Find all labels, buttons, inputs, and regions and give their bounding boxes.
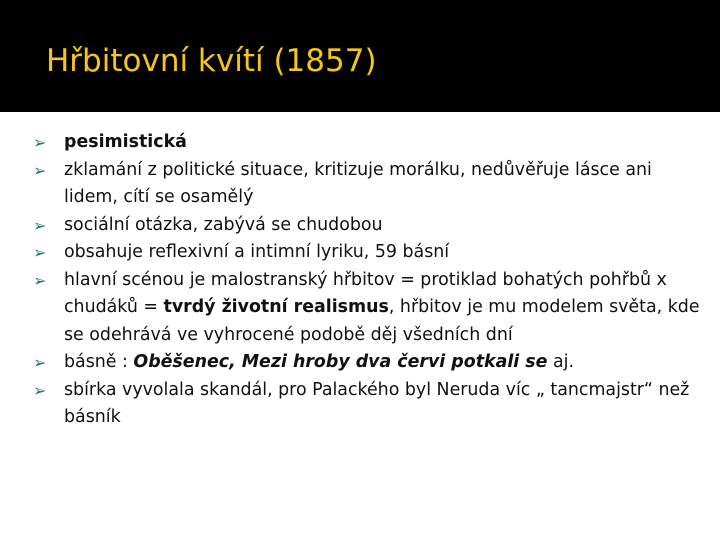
arrowhead-right-icon: ➢ [33,353,47,372]
bullet-item-3 [0,212,700,240]
bullet-item-7 [0,377,700,432]
arrowhead-right-icon: ➢ [33,160,47,180]
slide-title: Hřbitovní kvítí (1857) [46,43,377,79]
bullet-item-1 [0,129,700,157]
bullet-text: básně : [64,352,134,372]
bullet-text-bold: tvrdý životní realismus [163,297,389,317]
bullet-text: , hřbitov je mu modelem světa, kde se odehrává ve vyhrocené podobě děj všedních dní [64,297,700,345]
bullet-text: zklamání z politické situace, kritizuje morálku, nedůvěřuje lásce ani lidem, cítí se osamělý [64,159,652,207]
bullet-text: aj. [547,352,574,372]
arrowhead-right-icon: ➢ [33,243,47,262]
bullet-text: sociální otázka, zabývá se chudobou [64,214,383,235]
poem-titles: Oběšenec, Mezi hroby dva červi potkali se [133,352,548,372]
bullet-item-2 [0,157,700,212]
bullet-text: obsahuje reflexivní a intimní lyriku, 59 básní [64,242,450,262]
bullet-item-6 [0,349,700,377]
bullet-text: sbírka vyvolala skandál, pro Palackého byl Neruda víc „ tancmajstr“ než básník [64,379,690,427]
bullet-item-5 [0,267,700,350]
arrowhead-right-icon: ➢ [33,215,47,235]
bullet-item-4 [0,239,700,267]
arrowhead-right-icon: ➢ [33,133,47,152]
bullet-text-bold: pesimistická [64,132,187,152]
title-bar [0,0,720,112]
arrowhead-right-icon: ➢ [33,380,47,400]
bullet-list [0,129,700,432]
arrowhead-right-icon: ➢ [33,270,47,290]
bullet-text: hlavní scénou je malostranský hřbitov = protiklad bohatých pohřbů x chudáků = [64,269,667,317]
